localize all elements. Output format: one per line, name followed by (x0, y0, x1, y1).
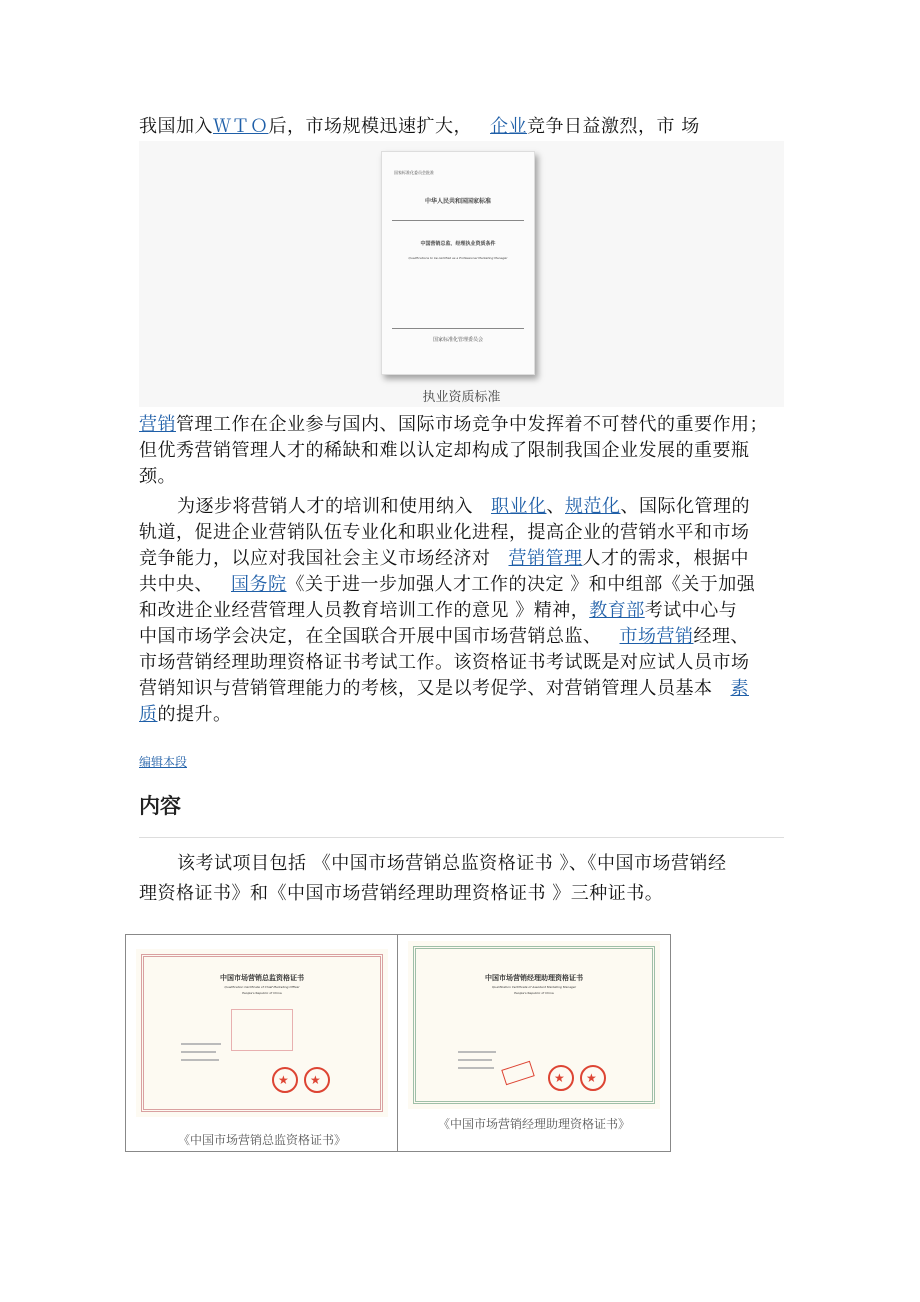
certificate-subtitle: Qualification Certificate of Assistant Marketing Manager (491, 985, 577, 989)
link-marketing[interactable]: 营销 (139, 414, 176, 435)
text-segment: 的提升。 (157, 704, 232, 725)
certificate-subtitle2: People's Republic of China (514, 991, 554, 995)
text-segment: 竞争能力，以应对我国社会主义市场经济对 (139, 548, 491, 569)
table-cell-divider (397, 935, 398, 1151)
link-quality[interactable]: 素 (730, 678, 749, 699)
text-segment: 《关于进一步加强人才工作的决定 》和中组部《关于加强 (286, 574, 756, 595)
text-line (139, 494, 755, 520)
text-line: 理资格证书》和《中国市场营销经理助理资格证书 》三种证书。 (139, 883, 664, 904)
link-state-council[interactable]: 国务院 (231, 574, 287, 595)
doc-rule (392, 328, 524, 329)
figure-standard-document (139, 141, 784, 407)
text-line (139, 572, 755, 598)
certificate-subtitle2: People's Republic of China (242, 991, 282, 995)
standard-document-image (381, 151, 535, 375)
certificate-text-line (181, 1059, 219, 1061)
text-segment: 共中央、 (139, 574, 213, 595)
link-professionalization[interactable]: 职业化 (491, 496, 547, 517)
edit-section-link[interactable]: 编辑本段 (139, 755, 188, 769)
text-segment: 考试中心与 (644, 600, 738, 621)
link-wto[interactable]: ＷＴＯ (213, 116, 269, 137)
text-line (139, 412, 768, 438)
link-quality-cont[interactable]: 质 (139, 704, 158, 725)
certificate-watermark (231, 1009, 293, 1051)
doc-english: Qualifications to be certified as a Professional Marketing Manager (408, 256, 508, 260)
link-standardization[interactable]: 规范化 (565, 496, 621, 517)
link-market-marketing[interactable]: 市场营销 (619, 626, 694, 647)
figure-caption: 执业资质标准 (422, 390, 501, 405)
text-line (139, 598, 755, 624)
doc-rule (392, 220, 524, 221)
certificate-title: 中国市场营销总监资格证书 (220, 974, 304, 982)
certificate-table (125, 934, 671, 1152)
certificate-text-line (181, 1043, 221, 1045)
paragraph-marketing (139, 412, 768, 490)
text-segment: 后，市场规模迅速扩大， (268, 116, 472, 137)
text-line (139, 624, 755, 650)
text-segment: 我国加入 (139, 116, 213, 137)
text-line: 颈。 (139, 466, 176, 487)
certificate-caption: 《中国市场营销总监资格证书》 (177, 1133, 346, 1147)
text-line: 市场营销经理助理资格证书考试工作。该资格证书考试既是对应试人员市场 (139, 652, 750, 673)
text-line (139, 851, 726, 877)
text-segment: 该考试项目包括 《中国市场营销总监资格证书 》、《中国市场营销经 (177, 853, 727, 874)
text-line: 但优秀营销管理人才的稀缺和难以认定却构成了限制我国企业发展的重要瓶 (139, 440, 750, 461)
paragraph-exam-background (139, 494, 755, 728)
doc-title: 中华人民共和国国家标准 (424, 198, 491, 205)
red-seal-icon: ★ (272, 1067, 298, 1093)
paragraph-intro-line (139, 114, 700, 140)
text-segment: 、国际化管理的 (620, 496, 750, 517)
certificate-border (413, 946, 655, 1104)
doc-publisher: 国家标准化管理委员会 (432, 337, 483, 343)
certificate-text-line (181, 1051, 216, 1053)
text-segment: 营销知识与营销管理能力的考核，又是以考促学、对营销管理人员基本 (139, 678, 713, 699)
red-seal-icon: ★ (548, 1065, 574, 1091)
text-segment: 为逐步将营销人才的培训和使用纳入 (177, 496, 473, 517)
text-segment: 和改进企业经营管理人员教育培训工作的意见 》精神， (139, 600, 590, 621)
text-segment: 经理、 (693, 626, 749, 647)
certificate-caption: 《中国市场营销经理助理资格证书》 (437, 1117, 630, 1131)
link-ministry-of-education[interactable]: 教育部 (589, 600, 645, 621)
text-segment: 管理工作在企业参与国内、国际市场竞争中发挥着不可替代的重要作用； (176, 414, 768, 435)
certificate-image-assistant (408, 941, 660, 1109)
paragraph-content (139, 851, 726, 907)
link-enterprise[interactable]: 企业 (490, 116, 527, 137)
text-segment: 、 (546, 496, 565, 517)
text-segment: 中国市场学会决定，在全国联合开展中国市场营销总监、 (139, 626, 602, 647)
certificate-image-cmo (136, 949, 388, 1117)
link-marketing-management[interactable]: 营销管理 (508, 548, 583, 569)
certificate-text-line (458, 1067, 494, 1069)
text-segment: 竞争日益激烈，市 场 (527, 116, 700, 137)
text-line (139, 702, 755, 728)
section-heading: 内容 (139, 794, 181, 818)
doc-subtitle: 中国营销总监、经理执业资质条件 (420, 241, 496, 247)
certificate-subtitle: Qualification Certificate of Chief Marketing Officer (224, 985, 300, 989)
text-line: 轨道，促进企业营销队伍专业化和职业化进程，提高企业的营销水平和市场 (139, 522, 750, 543)
certificate-text-line (458, 1051, 496, 1053)
text-line (139, 676, 755, 702)
red-seal-icon: ★ (304, 1067, 330, 1093)
certificate-title: 中国市场营销经理助理资格证书 (485, 974, 583, 982)
section-divider (139, 837, 784, 838)
text-segment: 人才的需求，根据中 (582, 548, 749, 569)
red-seal-icon: ★ (580, 1065, 606, 1091)
text-line (139, 546, 755, 572)
certificate-text-line (458, 1059, 492, 1061)
doc-line: 国家标准化委员会批准 (394, 170, 434, 175)
